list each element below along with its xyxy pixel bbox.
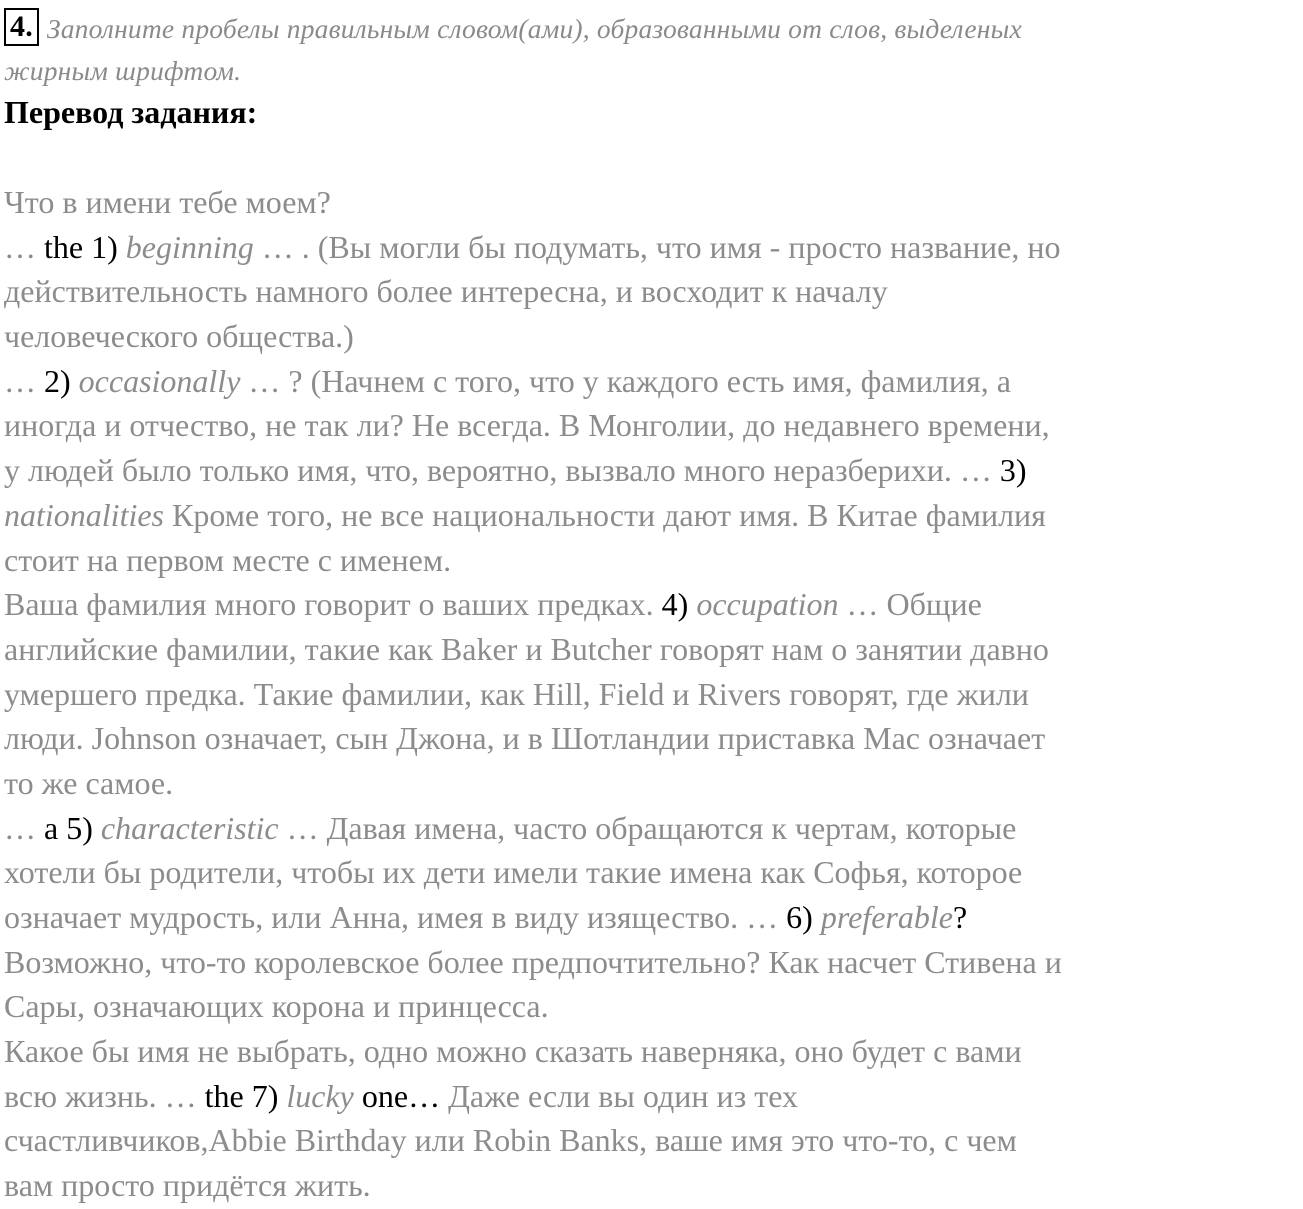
text-line — [4, 359, 1301, 404]
answer-prefix: the 1) — [44, 228, 126, 265]
answer-prefix: 4) — [661, 586, 697, 623]
answer-word: characteristic — [100, 809, 279, 846]
answer-word: beginning — [125, 228, 254, 265]
text-span: … Общие — [838, 586, 982, 623]
text-line — [4, 940, 1301, 985]
answer-word: occupation — [696, 586, 839, 623]
text-line — [4, 716, 1301, 761]
answer-prefix: a 5) — [44, 809, 101, 846]
text-span: … — [4, 228, 44, 265]
text-span: … ? (Начнем с того, что у каждого есть имя, фамилия, а — [240, 362, 1011, 399]
text-span: английские фамилии, такие как Baker и Butcher говорят нам о занятии давно — [4, 630, 1049, 667]
text-line — [4, 180, 1301, 225]
text-span: всю жизнь. … — [4, 1077, 205, 1114]
text-line — [4, 448, 1301, 493]
text-span: иногда и отчество, не так ли? Не всегда. В Монголии, до недавнего времени, — [4, 407, 1050, 444]
text-span: … — [4, 809, 44, 846]
text-span: человеческого общества.) — [4, 318, 354, 355]
text-span: … . (Вы могли бы подумать, что имя - просто название, но — [253, 228, 1061, 265]
text-line — [4, 1029, 1301, 1074]
answer-prefix: the 7) — [204, 1077, 287, 1114]
text-span: действительность намного более интересна, и восходит к началу — [4, 273, 888, 310]
text-line — [4, 493, 1301, 538]
text-line — [4, 314, 1301, 359]
answer-suffix: one… — [353, 1077, 441, 1114]
text-line — [4, 1163, 1301, 1208]
text-span: Сары, означающих корона и принцесса. — [4, 988, 549, 1025]
text-span: ? — [952, 899, 968, 935]
text-span: счастливчиков,Abbie Birthday или Robin Banks, ваше имя это что-то, с чем — [4, 1122, 1017, 1159]
task-instruction — [4, 8, 1294, 92]
answer-prefix: 3) — [999, 452, 1027, 489]
text-span: умершего предка. Такие фамилии, как Hill, Field и Rivers говорят, где жили — [4, 675, 1029, 712]
text-span: то же самое. — [4, 764, 174, 801]
text-span: означает мудрость, или Анна, имея в виду изящество. … — [4, 899, 787, 935]
text-span: Что в имени тебе моем? — [4, 184, 331, 220]
text-line — [4, 627, 1301, 672]
text-span: хотели бы родители, чтобы их дети имели такие имена как Софья, которое — [4, 854, 1023, 891]
text-line — [4, 582, 1301, 627]
text-span: стоит на первом месте с именем. — [4, 541, 452, 578]
section-heading: Перевод задания: — [4, 94, 258, 130]
instruction-line-1: Заполните пробелы правильным словом(ами), образованными от слов, выделеных — [46, 13, 1022, 44]
text-line — [4, 1074, 1301, 1119]
answer-word: preferable — [820, 899, 953, 935]
text-span: Возможно, что-то королевское более предпочтительно? Как насчет Стивена и — [4, 943, 1062, 980]
text-span: Даже если вы один из тех — [440, 1077, 799, 1114]
text-line — [4, 672, 1301, 717]
translation-text — [4, 180, 1301, 1208]
answer-word: nationalities — [4, 496, 164, 533]
answer-word: lucky — [286, 1077, 354, 1114]
text-span: … Давая имена, часто обращаются к чертам, которые — [278, 809, 1017, 846]
text-span: Кроме того, не все национальности дают имя. В Китае фамилия — [164, 496, 1046, 533]
text-line — [4, 895, 1301, 940]
text-span: люди. Johnson означает, сын Джона, и в Шотландии приставка Mac означает — [4, 720, 1046, 757]
text-line — [4, 761, 1301, 806]
text-line — [4, 403, 1301, 448]
text-line — [4, 225, 1301, 270]
text-span: Ваша фамилия много говорит о ваших предках. — [4, 586, 662, 623]
text-line — [4, 806, 1301, 851]
answer-prefix: 6) — [786, 899, 821, 935]
instruction-line-2: жирным шрифтом. — [4, 55, 242, 86]
text-line — [4, 850, 1301, 895]
text-line — [4, 269, 1301, 314]
task-number: 4. — [4, 8, 39, 46]
text-line — [4, 984, 1301, 1029]
answer-word: occasionally — [78, 362, 241, 399]
text-line — [4, 1118, 1301, 1163]
text-span: вам просто придётся жить. — [4, 1167, 371, 1204]
text-span: Какое бы имя не выбрать, одно можно сказать наверняка, оно будет с вами — [4, 1033, 1022, 1070]
text-span: у людей было только имя, что, вероятно, вызвало много неразберихи. … — [4, 452, 1000, 489]
text-line — [4, 538, 1301, 583]
text-span: … — [4, 362, 44, 399]
answer-prefix: 2) — [44, 362, 79, 399]
